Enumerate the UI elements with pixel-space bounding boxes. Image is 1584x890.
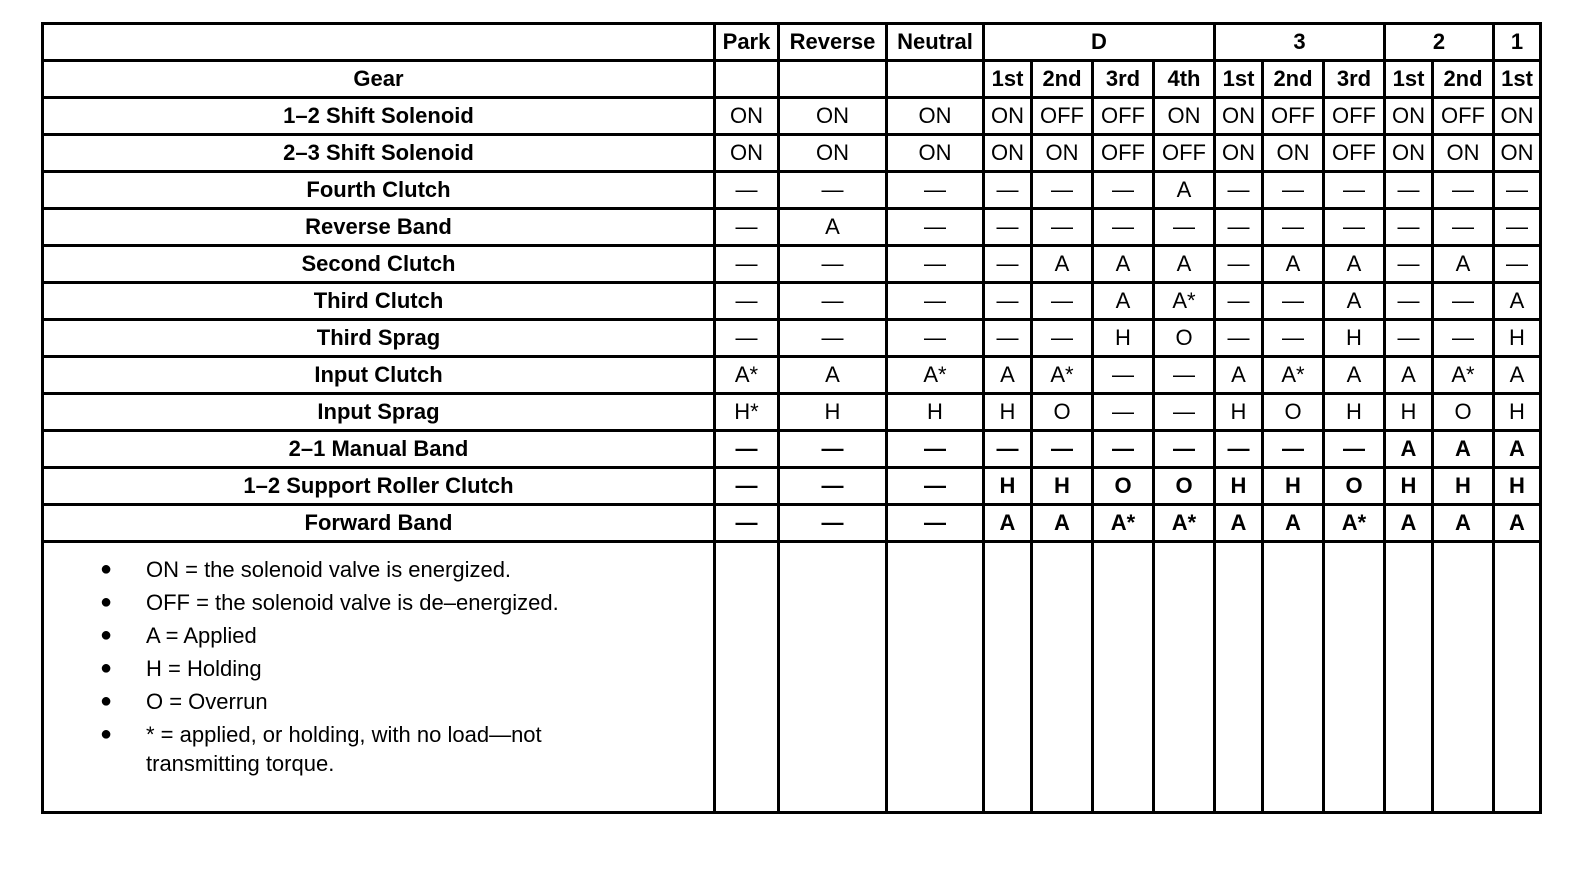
state-cell: A (1494, 505, 1541, 542)
state-cell: O (1433, 394, 1494, 431)
state-cell: — (1215, 209, 1263, 246)
state-cell: — (887, 172, 984, 209)
component-label: Second Clutch (43, 246, 715, 283)
state-cell: A (1324, 357, 1385, 394)
legend-item (44, 687, 713, 716)
gear-cell (715, 61, 779, 98)
state-cell: — (1263, 320, 1324, 357)
state-cell: H (1385, 468, 1433, 505)
state-cell: A* (1154, 283, 1215, 320)
state-cell: — (1494, 209, 1541, 246)
range-header-cell: 1 (1494, 24, 1541, 61)
state-cell: H (1324, 394, 1385, 431)
gear-cell: 4th (1154, 61, 1215, 98)
state-cell: — (887, 246, 984, 283)
state-cell: — (1093, 172, 1154, 209)
state-cell: ON (1263, 135, 1324, 172)
state-cell: — (1494, 246, 1541, 283)
state-cell: — (715, 246, 779, 283)
gear-cell (779, 61, 887, 98)
state-cell: — (1385, 209, 1433, 246)
legend-item (44, 621, 713, 650)
state-cell: A (1494, 357, 1541, 394)
state-cell: H (984, 468, 1032, 505)
state-cell: — (1433, 209, 1494, 246)
state-cell: A (1385, 431, 1433, 468)
component-label: 1–2 Shift Solenoid (43, 98, 715, 135)
state-cell: A (1433, 246, 1494, 283)
state-cell: — (1385, 246, 1433, 283)
state-cell: — (1215, 283, 1263, 320)
state-cell: A* (1154, 505, 1215, 542)
state-cell: A (1433, 505, 1494, 542)
state-cell: OFF (1093, 135, 1154, 172)
state-cell: H (1215, 468, 1263, 505)
state-cell: O (1263, 394, 1324, 431)
state-cell: — (1433, 320, 1494, 357)
state-cell: O (1154, 468, 1215, 505)
state-cell: A (779, 357, 887, 394)
state-cell: A* (1324, 505, 1385, 542)
legend-item (44, 555, 713, 584)
component-label: 2–3 Shift Solenoid (43, 135, 715, 172)
gear-cell: 1st (1385, 61, 1433, 98)
state-cell: A (1154, 246, 1215, 283)
state-cell: — (1215, 246, 1263, 283)
state-cell: A (1494, 431, 1541, 468)
state-cell: A (1324, 283, 1385, 320)
state-cell: — (779, 505, 887, 542)
bullet-icon: ● (100, 690, 113, 712)
state-cell: ON (1215, 98, 1263, 135)
component-row (43, 98, 1541, 135)
legend-text: A = Applied (146, 623, 257, 648)
gear-label-cell: Gear (43, 61, 715, 98)
state-cell: H* (715, 394, 779, 431)
state-cell: — (779, 283, 887, 320)
state-cell: OFF (1324, 98, 1385, 135)
state-cell: — (1263, 172, 1324, 209)
component-label: Third Sprag (43, 320, 715, 357)
state-cell: — (984, 172, 1032, 209)
state-cell: — (1215, 431, 1263, 468)
state-cell: — (1215, 320, 1263, 357)
state-cell: OFF (1324, 135, 1385, 172)
state-cell: — (1032, 172, 1093, 209)
state-cell: — (1032, 320, 1093, 357)
state-cell: — (715, 283, 779, 320)
state-cell: — (1263, 209, 1324, 246)
state-cell: — (1154, 209, 1215, 246)
state-cell: ON (887, 135, 984, 172)
empty-cell (1093, 542, 1154, 813)
state-cell: OFF (1032, 98, 1093, 135)
state-cell: — (1093, 394, 1154, 431)
component-label: Reverse Band (43, 209, 715, 246)
legend-text: * = applied, or holding, with no load—not transmitting torque. (146, 722, 542, 776)
component-label: 2–1 Manual Band (43, 431, 715, 468)
state-cell: H (1263, 468, 1324, 505)
empty-cell (1215, 542, 1263, 813)
state-cell: — (1154, 431, 1215, 468)
state-cell: A (779, 209, 887, 246)
range-header-cell: 3 (1215, 24, 1385, 61)
state-cell: — (1093, 209, 1154, 246)
range-header-cell: Neutral (887, 24, 984, 61)
state-cell: A (1433, 431, 1494, 468)
empty-cell (715, 542, 779, 813)
state-cell: — (715, 209, 779, 246)
range-header-cell: D (984, 24, 1215, 61)
component-label: Input Clutch (43, 357, 715, 394)
state-cell: ON (1385, 135, 1433, 172)
state-cell: A (1154, 172, 1215, 209)
state-cell: ON (1494, 135, 1541, 172)
state-cell: — (779, 468, 887, 505)
legend-text: ON = the solenoid valve is energized. (146, 557, 512, 582)
state-cell: A (1385, 505, 1433, 542)
state-cell: — (887, 209, 984, 246)
bullet-icon: ● (100, 723, 113, 745)
state-cell: — (1385, 172, 1433, 209)
state-cell: A (1215, 505, 1263, 542)
range-header-cell: Reverse (779, 24, 887, 61)
state-cell: — (1263, 431, 1324, 468)
state-cell: H (1215, 394, 1263, 431)
state-cell: — (1433, 283, 1494, 320)
state-cell: ON (1385, 98, 1433, 135)
state-cell: — (1263, 283, 1324, 320)
state-cell: A* (1032, 357, 1093, 394)
state-cell: — (1433, 172, 1494, 209)
state-cell: ON (984, 135, 1032, 172)
state-cell: — (1215, 172, 1263, 209)
state-cell: O (1324, 468, 1385, 505)
state-cell: — (887, 283, 984, 320)
state-cell: A (1032, 246, 1093, 283)
state-cell: — (1385, 320, 1433, 357)
component-row (43, 135, 1541, 172)
state-cell: H (779, 394, 887, 431)
gear-cell: 1st (1215, 61, 1263, 98)
state-cell: A (1093, 246, 1154, 283)
state-cell: A* (1093, 505, 1154, 542)
state-cell: H (1032, 468, 1093, 505)
empty-cell (1494, 542, 1541, 813)
empty-cell (984, 542, 1032, 813)
state-cell: A (1032, 505, 1093, 542)
state-cell: A* (887, 357, 984, 394)
state-cell: — (1154, 394, 1215, 431)
state-cell: ON (1433, 135, 1494, 172)
state-cell: — (887, 505, 984, 542)
state-cell: — (984, 283, 1032, 320)
range-header-row (43, 24, 1541, 61)
state-cell: H (1494, 468, 1541, 505)
gear-cell: 1st (984, 61, 1032, 98)
state-cell: — (715, 172, 779, 209)
state-cell: OFF (1154, 135, 1215, 172)
range-header-cell: 2 (1385, 24, 1494, 61)
state-cell: — (715, 505, 779, 542)
component-row (43, 209, 1541, 246)
component-row (43, 394, 1541, 431)
gear-cell: 3rd (1324, 61, 1385, 98)
component-row (43, 505, 1541, 542)
state-cell: — (715, 431, 779, 468)
gear-cell: 2nd (1263, 61, 1324, 98)
legend-text: OFF = the solenoid valve is de–energized. (146, 590, 559, 615)
state-cell: — (887, 468, 984, 505)
gear-cell: 2nd (1032, 61, 1093, 98)
component-row (43, 357, 1541, 394)
state-cell: OFF (1093, 98, 1154, 135)
state-cell: ON (887, 98, 984, 135)
state-cell: — (715, 468, 779, 505)
legend-item (44, 720, 713, 778)
state-cell: H (984, 394, 1032, 431)
empty-cell (1032, 542, 1093, 813)
state-cell: H (1385, 394, 1433, 431)
state-cell: A (1215, 357, 1263, 394)
component-label: Third Clutch (43, 283, 715, 320)
state-cell: ON (1494, 98, 1541, 135)
state-cell: — (984, 246, 1032, 283)
gear-cell (887, 61, 984, 98)
empty-cell (1433, 542, 1494, 813)
state-cell: — (1154, 357, 1215, 394)
state-cell: ON (715, 98, 779, 135)
state-cell: A (1324, 246, 1385, 283)
state-cell: — (1032, 209, 1093, 246)
state-cell: ON (1154, 98, 1215, 135)
state-cell: O (1032, 394, 1093, 431)
gear-cell: 3rd (1093, 61, 1154, 98)
empty-cell (1263, 542, 1324, 813)
state-cell: A (1263, 505, 1324, 542)
component-row (43, 431, 1541, 468)
state-cell: H (887, 394, 984, 431)
state-cell: — (887, 431, 984, 468)
gear-header-row (43, 61, 1541, 98)
header-blank-cell (43, 24, 715, 61)
state-cell: H (1494, 320, 1541, 357)
state-cell: O (1154, 320, 1215, 357)
state-cell: — (779, 320, 887, 357)
state-cell: — (1032, 283, 1093, 320)
component-label: Forward Band (43, 505, 715, 542)
state-cell: — (1324, 172, 1385, 209)
state-cell: — (779, 246, 887, 283)
bullet-icon: ● (100, 657, 113, 679)
state-cell: — (887, 320, 984, 357)
state-cell: — (1093, 357, 1154, 394)
component-row (43, 468, 1541, 505)
component-row (43, 246, 1541, 283)
state-cell: — (1385, 283, 1433, 320)
state-cell: H (1324, 320, 1385, 357)
legend-text: O = Overrun (146, 689, 268, 714)
state-cell: — (779, 172, 887, 209)
legend-cell (43, 542, 715, 813)
state-cell: ON (1032, 135, 1093, 172)
state-cell: A (1494, 283, 1541, 320)
state-cell: — (984, 431, 1032, 468)
state-cell: OFF (1263, 98, 1324, 135)
state-cell: O (1093, 468, 1154, 505)
state-cell: H (1494, 394, 1541, 431)
gear-cell: 1st (1494, 61, 1541, 98)
state-cell: — (1093, 431, 1154, 468)
state-cell: ON (779, 135, 887, 172)
state-cell: A (1093, 283, 1154, 320)
legend-list (44, 543, 713, 778)
state-cell: H (1433, 468, 1494, 505)
state-cell: — (1494, 172, 1541, 209)
state-cell: — (715, 320, 779, 357)
component-label: Input Sprag (43, 394, 715, 431)
state-cell: — (1032, 431, 1093, 468)
component-label: 1–2 Support Roller Clutch (43, 468, 715, 505)
state-cell: — (984, 209, 1032, 246)
empty-cell (1154, 542, 1215, 813)
legend-row (43, 542, 1541, 813)
legend-item (44, 588, 713, 617)
component-label: Fourth Clutch (43, 172, 715, 209)
gear-cell: 2nd (1433, 61, 1494, 98)
state-cell: H (1093, 320, 1154, 357)
state-cell: ON (984, 98, 1032, 135)
state-cell: A* (715, 357, 779, 394)
empty-cell (779, 542, 887, 813)
bullet-icon: ● (100, 558, 113, 580)
state-cell: A* (1433, 357, 1494, 394)
clutch-application-chart (41, 22, 1542, 814)
empty-cell (1324, 542, 1385, 813)
state-cell: A (1385, 357, 1433, 394)
empty-cell (887, 542, 984, 813)
component-row (43, 283, 1541, 320)
state-cell: OFF (1433, 98, 1494, 135)
bullet-icon: ● (100, 591, 113, 613)
component-row (43, 172, 1541, 209)
state-cell: — (1324, 431, 1385, 468)
state-cell: A (1263, 246, 1324, 283)
component-row (43, 320, 1541, 357)
state-cell: — (779, 431, 887, 468)
legend-text: H = Holding (146, 656, 262, 681)
state-cell: — (984, 320, 1032, 357)
empty-cell (1385, 542, 1433, 813)
state-cell: A (984, 357, 1032, 394)
state-cell: A (984, 505, 1032, 542)
legend-item (44, 654, 713, 683)
bullet-icon: ● (100, 624, 113, 646)
state-cell: — (1324, 209, 1385, 246)
state-cell: ON (715, 135, 779, 172)
state-cell: A* (1263, 357, 1324, 394)
range-header-cell: Park (715, 24, 779, 61)
state-cell: ON (779, 98, 887, 135)
state-cell: ON (1215, 135, 1263, 172)
